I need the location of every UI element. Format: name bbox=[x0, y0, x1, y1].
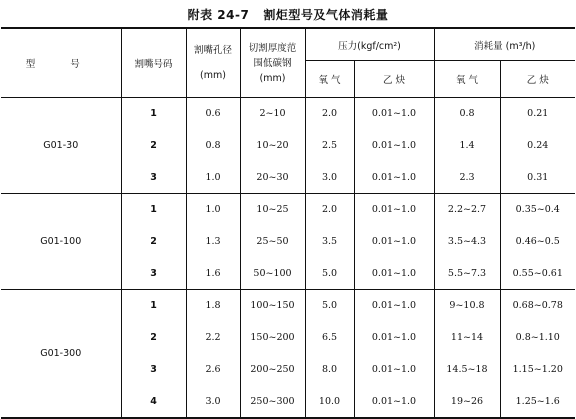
hole-diameter-cell: 2.2 bbox=[186, 322, 240, 354]
hole-diameter-cell: 0.6 bbox=[186, 98, 240, 130]
pressure-acetylene-cell: 0.01~1.0 bbox=[354, 290, 434, 322]
header-cut-range: 切割厚度范 围低碳钢 (mm) bbox=[240, 28, 305, 98]
hole-diameter-cell: 1.8 bbox=[186, 290, 240, 322]
consumption-oxygen-cell: 1.4 bbox=[434, 130, 500, 162]
consumption-oxygen-cell: 2.2~2.7 bbox=[434, 194, 500, 226]
pressure-acetylene-cell: 0.01~1.0 bbox=[354, 354, 434, 386]
pressure-oxygen-cell: 2.0 bbox=[305, 98, 354, 130]
cut-range-cell: 2~10 bbox=[240, 98, 305, 130]
consumption-oxygen-cell: 2.3 bbox=[434, 161, 500, 193]
hole-diameter-cell: 3.0 bbox=[186, 385, 240, 418]
pressure-oxygen-cell: 8.0 bbox=[305, 354, 354, 386]
table-title-text: 割炬型号及气体消耗量 bbox=[263, 8, 389, 22]
consumption-acetylene-cell: 1.15~1.20 bbox=[500, 354, 575, 386]
nozzle-number-cell: 2 bbox=[121, 226, 186, 258]
pressure-oxygen-cell: 6.5 bbox=[305, 322, 354, 354]
consumption-oxygen-cell: 9~10.8 bbox=[434, 290, 500, 322]
consumption-acetylene-cell: 0.24 bbox=[500, 130, 575, 162]
header-consumption-acetylene: 乙 炔 bbox=[500, 61, 575, 98]
pressure-oxygen-cell: 5.0 bbox=[305, 257, 354, 289]
consumption-oxygen-cell: 0.8 bbox=[434, 98, 500, 130]
pressure-acetylene-cell: 0.01~1.0 bbox=[354, 226, 434, 258]
nozzle-number-cell: 2 bbox=[121, 322, 186, 354]
model-cell: G01-300 bbox=[1, 290, 121, 418]
cut-range-cell: 250~300 bbox=[240, 385, 305, 418]
header-consumption-oxygen: 氧 气 bbox=[434, 61, 500, 98]
nozzle-number-cell: 3 bbox=[121, 354, 186, 386]
header-hole-diameter: 割嘴孔径 (mm) bbox=[186, 28, 240, 98]
nozzle-number-cell: 4 bbox=[121, 385, 186, 418]
pressure-acetylene-cell: 0.01~1.0 bbox=[354, 161, 434, 193]
consumption-oxygen-cell: 5.5~7.3 bbox=[434, 257, 500, 289]
table-number: 附表 24-7 bbox=[187, 8, 250, 22]
cut-range-cell: 150~200 bbox=[240, 322, 305, 354]
table-row bbox=[1, 98, 575, 130]
pressure-oxygen-cell: 10.0 bbox=[305, 385, 354, 418]
pressure-oxygen-cell: 5.0 bbox=[305, 290, 354, 322]
table-row bbox=[1, 194, 575, 226]
header-pressure-oxygen: 氧 气 bbox=[305, 61, 354, 98]
nozzle-number-cell: 1 bbox=[121, 98, 186, 130]
pressure-acetylene-cell: 0.01~1.0 bbox=[354, 130, 434, 162]
pressure-acetylene-cell: 0.01~1.0 bbox=[354, 98, 434, 130]
consumption-oxygen-cell: 14.5~18 bbox=[434, 354, 500, 386]
consumption-acetylene-cell: 0.8~1.10 bbox=[500, 322, 575, 354]
cut-range-cell: 25~50 bbox=[240, 226, 305, 258]
table-body bbox=[1, 98, 575, 418]
consumption-oxygen-cell: 19~26 bbox=[434, 385, 500, 418]
torch-spec-table bbox=[1, 27, 575, 419]
cut-range-cell: 10~25 bbox=[240, 194, 305, 226]
table-row bbox=[1, 290, 575, 322]
hole-diameter-cell: 1.0 bbox=[186, 161, 240, 193]
pressure-acetylene-cell: 0.01~1.0 bbox=[354, 257, 434, 289]
nozzle-number-cell: 3 bbox=[121, 257, 186, 289]
header-model: 型 号 bbox=[1, 28, 121, 98]
hole-diameter-cell: 2.6 bbox=[186, 354, 240, 386]
header-consumption: 消耗量 (m³/h) bbox=[434, 28, 575, 61]
table-title bbox=[0, 6, 576, 23]
pressure-oxygen-cell: 3.0 bbox=[305, 161, 354, 193]
nozzle-number-cell: 3 bbox=[121, 161, 186, 193]
consumption-acetylene-cell: 0.21 bbox=[500, 98, 575, 130]
model-cell: G01-30 bbox=[1, 98, 121, 194]
header-pressure-acetylene: 乙 炔 bbox=[354, 61, 434, 98]
cut-range-cell: 50~100 bbox=[240, 257, 305, 289]
consumption-oxygen-cell: 3.5~4.3 bbox=[434, 226, 500, 258]
cut-range-cell: 20~30 bbox=[240, 161, 305, 193]
consumption-acetylene-cell: 1.25~1.6 bbox=[500, 385, 575, 418]
consumption-acetylene-cell: 0.35~0.4 bbox=[500, 194, 575, 226]
hole-diameter-cell: 1.6 bbox=[186, 257, 240, 289]
pressure-acetylene-cell: 0.01~1.0 bbox=[354, 385, 434, 418]
pressure-oxygen-cell: 2.5 bbox=[305, 130, 354, 162]
nozzle-number-cell: 1 bbox=[121, 194, 186, 226]
consumption-acetylene-cell: 0.68~0.78 bbox=[500, 290, 575, 322]
consumption-acetylene-cell: 0.46~0.5 bbox=[500, 226, 575, 258]
hole-diameter-cell: 0.8 bbox=[186, 130, 240, 162]
pressure-oxygen-cell: 2.0 bbox=[305, 194, 354, 226]
consumption-oxygen-cell: 11~14 bbox=[434, 322, 500, 354]
header-pressure: 压力(kgf/cm²) bbox=[305, 28, 434, 61]
header-nozzle-no: 割嘴号码 bbox=[121, 28, 186, 98]
nozzle-number-cell: 1 bbox=[121, 290, 186, 322]
nozzle-number-cell: 2 bbox=[121, 130, 186, 162]
pressure-acetylene-cell: 0.01~1.0 bbox=[354, 194, 434, 226]
consumption-acetylene-cell: 0.55~0.61 bbox=[500, 257, 575, 289]
cut-range-cell: 10~20 bbox=[240, 130, 305, 162]
cut-range-cell: 200~250 bbox=[240, 354, 305, 386]
model-cell: G01-100 bbox=[1, 194, 121, 290]
pressure-acetylene-cell: 0.01~1.0 bbox=[354, 322, 434, 354]
cut-range-cell: 100~150 bbox=[240, 290, 305, 322]
pressure-oxygen-cell: 3.5 bbox=[305, 226, 354, 258]
hole-diameter-cell: 1.3 bbox=[186, 226, 240, 258]
consumption-acetylene-cell: 0.31 bbox=[500, 161, 575, 193]
hole-diameter-cell: 1.0 bbox=[186, 194, 240, 226]
